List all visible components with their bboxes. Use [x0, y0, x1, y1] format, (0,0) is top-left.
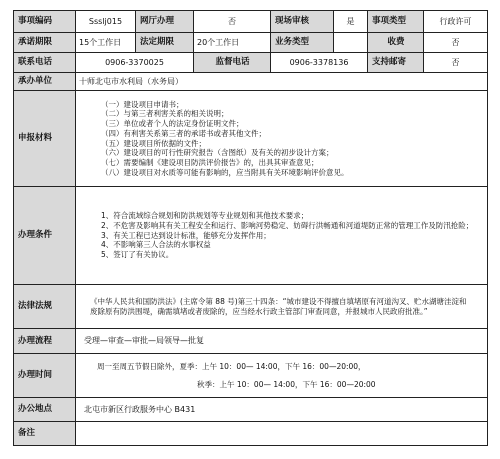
item-code-label: 事项编码	[14, 11, 76, 33]
condition-item: 4、不影响第三人合法的水事权益	[101, 240, 211, 250]
online-label: 网厅办理	[136, 11, 194, 33]
row-conditions	[14, 187, 488, 285]
condition-item: 2、不危害及影响其有关工程安全和运行、影响河势稳定、妨碍行洪畅通和河道堤防正常的管理工作及防汛抢险；	[101, 220, 474, 230]
material-item: （三）单位或者个人的法定身份证明文件；	[101, 119, 244, 128]
promised-label: 承诺期限	[14, 33, 76, 53]
hours-cell	[76, 354, 488, 398]
basis-label: 法律法规	[14, 285, 76, 329]
address-label: 办公地点	[14, 398, 76, 422]
condition-item: 3、有关工程已达到设计标准，能够充分发挥作用；	[101, 230, 271, 240]
condition-item: 5、签订了有关协议。	[101, 250, 174, 260]
material-item: （二）与第三者利害关系的相关说明；	[101, 109, 229, 119]
row-contact	[14, 53, 488, 73]
unit-value: 十师北屯市水利局（水务局）	[76, 73, 488, 91]
conditions-label: 办理条件	[14, 187, 76, 285]
address-value: 北屯市新区行政服务中心 B431	[76, 398, 488, 422]
mail-label: 支持邮寄	[368, 53, 424, 73]
online-value: 否	[194, 11, 271, 33]
legal-value: 20个工作日	[194, 33, 271, 53]
hours-line-summer: 周一至周五节假日除外，夏季：上午 10：00— 14:00，下午 16：00—20:00，	[97, 362, 366, 371]
materials-list	[79, 100, 484, 178]
flow-value: 受理—审查—审批—局领导—批复	[76, 329, 488, 354]
row-unit	[14, 73, 488, 91]
material-item: （八）建设项目对水质等可能有影响的，应当附具有关环境影响评价意见。	[101, 167, 349, 177]
supervise-label: 监督电话	[194, 53, 271, 73]
row-basis	[14, 285, 488, 329]
hours-line-autumn: 秋季：上午 10：00— 14:00，下午 16：00—20:00	[197, 380, 376, 389]
material-item: （一）建设项目申请书；	[101, 99, 184, 109]
row-hours	[14, 354, 488, 398]
material-item: （五）建设项目所依据的文件；	[101, 138, 206, 148]
type-value: 行政许可	[424, 11, 488, 33]
onsite-value: 是	[334, 11, 368, 33]
remarks-value	[76, 422, 488, 446]
business-label: 业务类型	[271, 33, 334, 53]
basis-text: 《中华人民共和国防洪法》(主席令第 88 号)第三十四条：“城市建设不得擅自填堵原有河道沟叉、贮水湖塘洼淀和废除原有防洪围堤，确需填堵或者废除的，应当经水行政主管部门审查同意，并报城市人民政府批准。”	[76, 285, 488, 329]
fee-label: 收费	[368, 33, 424, 53]
fee-value: 否	[424, 33, 488, 53]
row-materials	[14, 91, 488, 187]
row-limits	[14, 33, 488, 53]
business-value	[334, 33, 368, 53]
flow-label: 办理流程	[14, 329, 76, 354]
onsite-label: 现场审核	[271, 11, 334, 33]
material-item: （六）建设项目的可行性研究报告（含图纸）及有关的初步设计方案；	[101, 148, 334, 158]
legal-label: 法定期限	[136, 33, 194, 53]
type-label: 事项类型	[368, 11, 424, 33]
condition-item: 1、符合流域综合规划和防洪规划等专业规划和其他技术要求；	[101, 211, 309, 221]
row-address	[14, 398, 488, 422]
promised-value: 15个工作日	[76, 33, 136, 53]
material-item: （四）有利害关系第三者的承诺书或者其他文件；	[101, 128, 266, 138]
hours-label: 办理时间	[14, 354, 76, 398]
item-code-value: Ssslj015	[76, 11, 136, 33]
service-info-table	[13, 10, 488, 446]
mail-value: 否	[424, 53, 488, 73]
unit-label: 承办单位	[14, 73, 76, 91]
phone-value: 0906-3370025	[76, 53, 194, 73]
conditions-cell	[76, 187, 488, 285]
phone-label: 联系电话	[14, 53, 76, 73]
material-item: （七）需要编制《建设项目防洪评价报告》的，出具其审查意见；	[101, 158, 319, 167]
materials-cell	[76, 91, 488, 187]
supervise-value: 0906-3378136	[271, 53, 368, 73]
conditions-list	[79, 211, 484, 260]
row-flow	[14, 329, 488, 354]
row-remarks	[14, 422, 488, 446]
row-item-code	[14, 11, 488, 33]
materials-label: 申报材料	[14, 91, 76, 187]
remarks-label: 备注	[14, 422, 76, 446]
